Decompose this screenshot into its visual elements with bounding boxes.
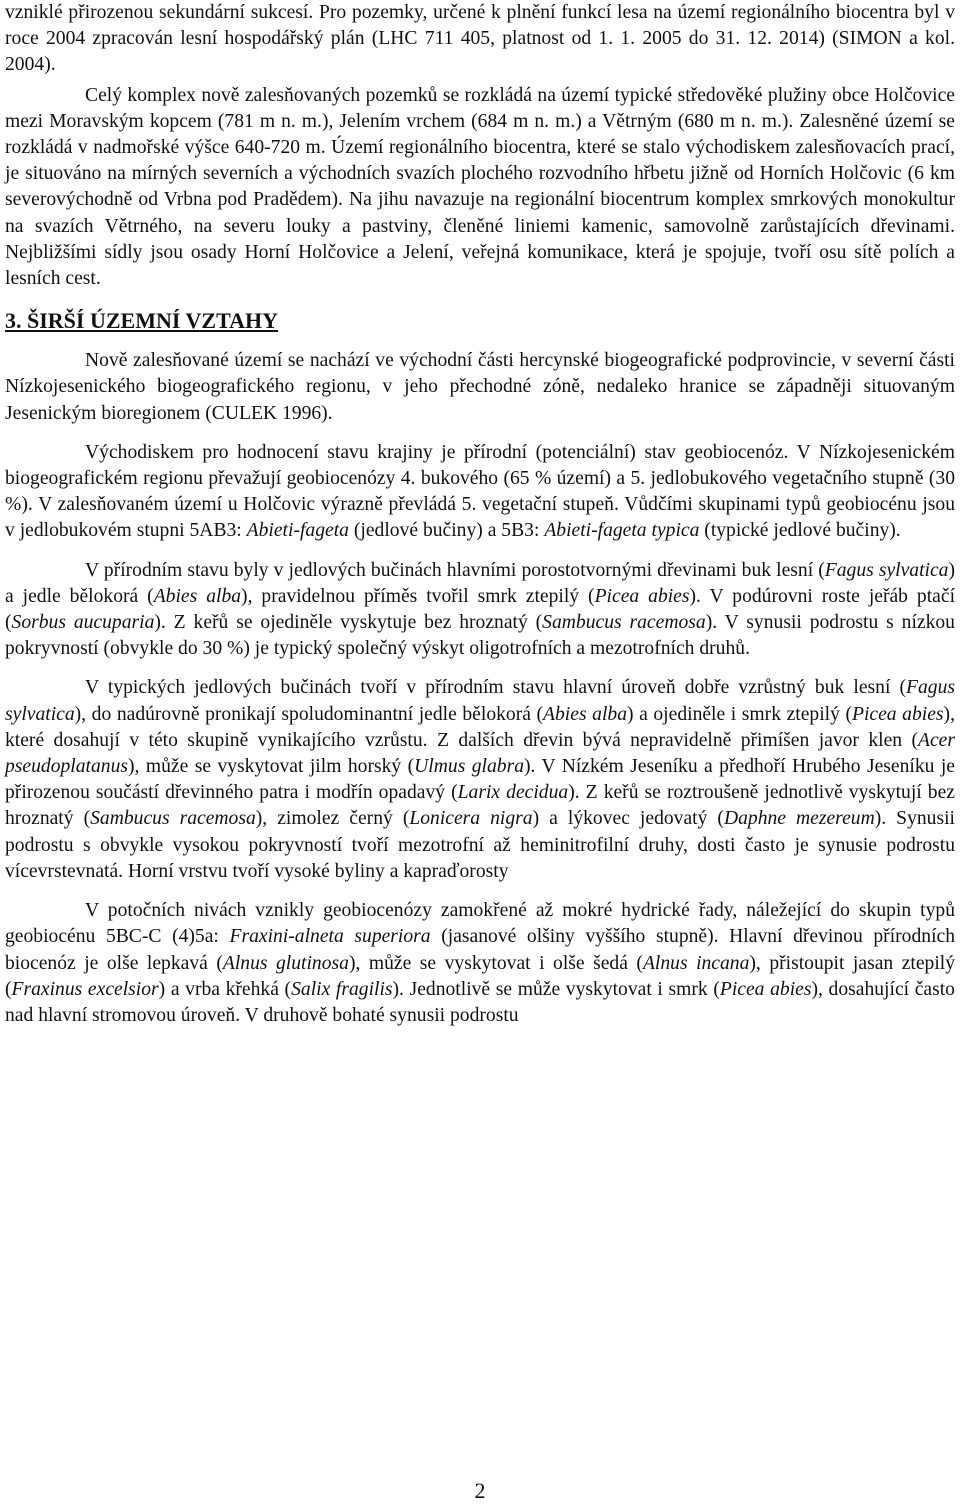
italic-term: Picea abies [852,703,944,725]
text-run: ), pravidelnou příměs tvořil smrk ztepilý ( [241,585,595,607]
italic-term: Ulmus glabra [414,756,524,778]
text-run: Celý komplex nově zalesňovaných pozemků se rozkládá na území typické středověké plužiny obce Holčovice mezi Moravským kopcem (781 m n. m.), Jelením vrchem (684 m n. m.) a Větrným (680 m n. m.). Zalesněné území se rozkládá v nadmořské výšce 640-720 m. Území regionálního biocentra, které se stalo východiskem zalesňovacích prací, je situováno na mírných severních a východních svazích plochého rozvodního hřbetu jižně od Horních Holčovic (6 km severovýchodně od Vrbna pod Pradědem). Na jihu navazuje na regionální biocentrum komplex smrkových monokultur na svazích Větrného, na severu louky a pastviny, členěné liniemi kamenic, samovolně zarůstajících dřevinami. Nejbližšími sídly jsou osady Horní Holčovice a Jelení, veřejná komunikace, která je spojuje, tvoří osu sítě polích a lesních cest. [5,84,955,290]
italic-term: Abieti-fageta [246,520,349,542]
paragraph-spacer [5,885,955,898]
italic-term: Fagus sylvatica [824,559,949,581]
text-run: ). Synusii podrostu s obvykle vysokou pokryvností tvoří mezotrofní až heminitrofilní druhy, dosti často je synusie podrostu vícevrstevnatá. Horní vrstvu tvoří vysoké byliny a kapraďorosty [5,808,955,882]
text-run: vzniklé přirozenou sekundární sukcesí. Pro pozemky, určené k plnění funkcí lesa na území regionálního biocentra byl v roce 2004 zpracován lesní hospodářský plán (LHC 711 405, platnost od 1. 1. 2005 do 31. 12. 2014) (SIMON a kol. 2004). [5,2,955,76]
italic-term: Salix fragilis [291,978,393,1000]
italic-term: Fraxinus excelsior [11,978,159,1000]
text-run: ) a jedle bělokorá ( [5,559,956,607]
italic-term: Abies alba [153,585,242,607]
text-run: ), může se vyskytovat i olše šedá ( [348,952,643,974]
text-run: ), zimolez černý ( [255,808,410,830]
text-run: (jasanové olšiny vyššího stupně). Hlavní dřevinou přírodních biocenóz je olše lepkavá ( [5,926,956,974]
text-run: (jedlové bučiny) a 5B3: [348,520,545,542]
italic-term: Sorbus aucuparia [11,612,155,634]
section-number: 3. [5,308,22,334]
italic-term: Picea abies [719,978,812,1000]
section-body [5,348,955,1029]
italic-term: Daphne mezereum [723,808,875,830]
page-number: 2 [474,1478,486,1503]
italic-term: Fraxini-alneta superiora [229,926,431,948]
italic-term: Alnus incana [642,952,750,974]
text-run: ). Jednotlivě se může vyskytovat i smrk ( [392,978,720,1000]
section-title: ŠIRŠÍ ÚZEMNÍ VZTAHY [27,308,279,334]
text-run: ). Z keřů se ojediněle vyskytuje bez hroznatý ( [154,612,543,634]
italic-term: Larix decidua [457,782,569,804]
text-run: V přírodním stavu byly v jedlových bučinách hlavními porostotvornými dřevinami buk lesní ( [85,559,825,581]
text-run: ), které dosahují v této skupině vynikajícího vzrůstu. Z dalších dřevin bývá nepravidelně přimíšen javor klen ( [5,703,955,751]
text-run: ). V synusii podrostu s nízkou pokryvností (obvykle do 30 %) je typický společný výskyt oligotrofních a mezotrofních druhů. [5,612,955,660]
paragraph-s3 [5,558,955,663]
text-run: ). V Nízkém Jeseníku a předhoří Hrubého Jeseníku je přirozenou součástí dřevinného patra i modřín opadavý ( [5,756,955,804]
text-run: Východiskem pro hodnocení stavu krajiny je přírodní (potenciální) stav geobiocenóz. V Nízkojesenickém biogeografickém regionu převažují geobiocenózy 4. bukového (65 % území) a 5. jedlobukového vegetačního stupně (30 %). V zalesňovaném území u Holčovic výrazně převládá 5. vegetační stupeň. Vůdčími skupinami typů geobiocénu jsou v jedlobukovém stupni 5AB3: [5,441,955,542]
text-run: V typických jedlových bučinách tvoří v přírodním stavu hlavní úroveň dobře vzrůstný buk lesní ( [85,677,907,699]
italic-term: Sambucus racemosa [542,612,706,634]
paragraph-s5 [5,898,955,1029]
italic-term: Lonicera nigra [409,808,533,830]
paragraph-s4 [5,675,955,885]
italic-term: Abies alba [543,703,627,725]
text-run: V potočních nivách vznikly geobiocenózy zamokřené až mokré hydrické řady, náležející do skupin typů geobiocénu 5BC-C (4)5a: [5,900,955,948]
text-run: Nově zalesňované území se nachází ve východní části hercynské biogeografické podprovincie, v severní části Nízkojesenického biogeografického regionu, v jeho přechodné zóně, nedaleko hranice se západněji situovaným Jesenickým bioregionem (CULEK 1996). [5,350,955,424]
text-run: ), může se vyskytovat jilm horský ( [128,756,415,778]
text-run: ) a ojediněle i smrk ztepilý ( [627,703,852,725]
italic-term: Picea abies [594,585,690,607]
italic-term: Acer pseudoplatanus [5,729,955,778]
paragraph-spacer [5,545,955,558]
text-run: ), dosahující často nad hlavní stromovou úroveň. V druhově bohaté synusii podrostu [5,978,955,1026]
text-run: ), do nadúrovně pronikají spoludominantní jedle bělokorá ( [74,703,544,725]
text-run: ). V podúrovni roste jeřáb ptačí ( [5,585,956,634]
italic-term: Alnus glutinosa [222,952,349,974]
italic-term: Fagus sylvatica [5,677,955,725]
italic-term: Sambucus racemosa [90,808,256,830]
text-run: ) a lýkovec jedovatý ( [532,808,724,830]
italic-term: Abieti-fageta typica [544,520,700,542]
text-run: (typické jedlové bučiny). [699,520,901,542]
text-run: ) a vrba křehká ( [158,978,292,1000]
paragraph-s1 [5,348,955,427]
document-page [5,0,955,1512]
paragraph-p1 [5,83,955,293]
intro-section [5,0,955,292]
section-heading [5,306,955,336]
text-run: ), přistoupit jasan ztepilý ( [5,952,956,1000]
paragraph-spacer [5,662,955,675]
text-run: ). Z keřů se roztroušeně jednotlivě vyskytují bez hroznatý ( [5,782,955,830]
paragraph-s2 [5,440,955,545]
paragraph-spacer [5,427,955,440]
paragraph-p0 [5,0,955,79]
